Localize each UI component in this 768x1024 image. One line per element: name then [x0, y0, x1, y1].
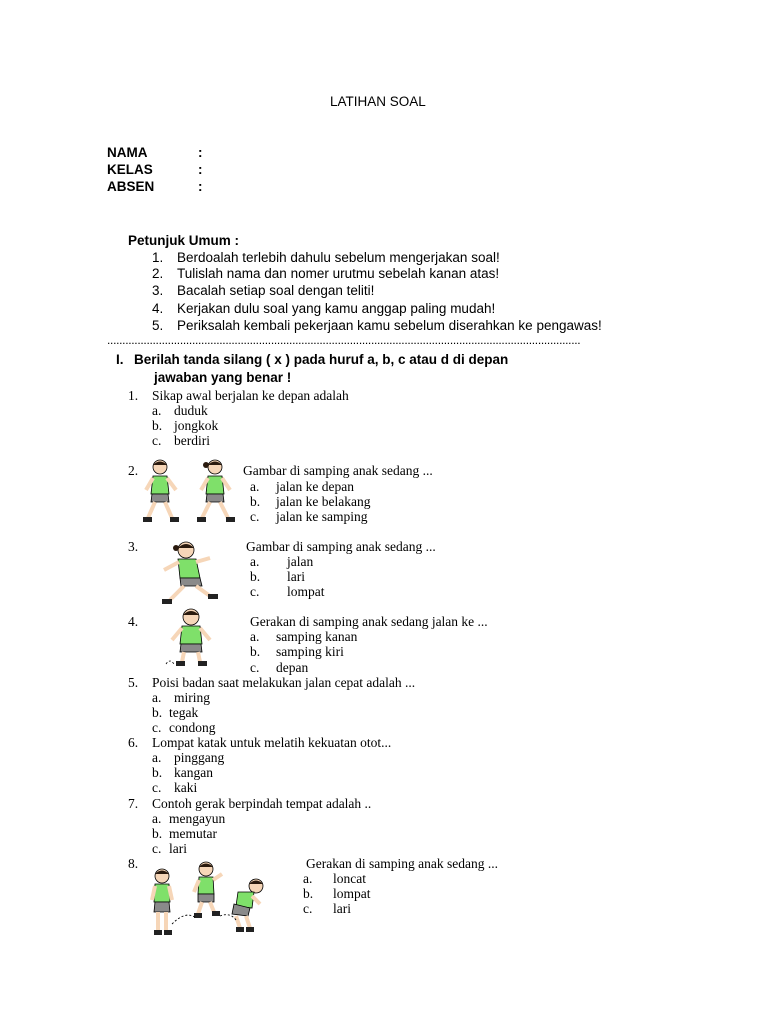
option-letter: c.: [250, 584, 260, 599]
running-child-illustration: [156, 540, 228, 608]
question-number: 7.: [128, 796, 139, 811]
question-number: 1.: [128, 388, 139, 403]
instruction-text: Periksalah kembali pekerjaan kamu sebelum diserahkan ke pengawas!: [177, 318, 602, 333]
option-text: tegak: [169, 705, 199, 720]
option-letter: c.: [303, 901, 313, 916]
jumping-children-illustration: [146, 860, 270, 940]
instruction-text: Bacalah setiap soal dengan teliti!: [177, 283, 375, 298]
option-letter: b.: [303, 886, 314, 901]
instruction-num: 3.: [152, 283, 164, 298]
option-letter: b.: [152, 705, 163, 720]
question-text: Gambar di samping anak sedang ...: [243, 463, 433, 478]
option-text: jalan ke depan: [276, 479, 354, 494]
option-text: lompat: [333, 886, 371, 901]
instruction-text: Kerjakan dulu soal yang kamu anggap paling mudah!: [177, 301, 496, 316]
option-text: lari: [169, 841, 187, 856]
question-number: 5.: [128, 675, 139, 690]
option-text: kangan: [174, 765, 213, 780]
option-text: pinggang: [174, 750, 225, 765]
option-letter: c.: [250, 660, 260, 675]
option-text: jongkok: [174, 418, 219, 433]
kelas-colon: :: [198, 162, 203, 177]
option-letter: a.: [250, 479, 260, 494]
instruction-num: 5.: [152, 318, 164, 333]
option-letter: b.: [152, 418, 163, 433]
instruction-num: 1.: [152, 250, 164, 265]
instruction-num: 2.: [152, 266, 164, 281]
option-letter: c.: [152, 780, 162, 795]
nama-colon: :: [198, 145, 203, 160]
question-number: 3.: [128, 539, 139, 554]
option-text: jalan ke samping: [276, 509, 368, 524]
option-letter: b.: [250, 644, 261, 659]
option-text: mengayun: [169, 811, 226, 826]
question-text: Lompat katak untuk melatih kekuatan otot...: [152, 735, 392, 750]
option-letter: a.: [303, 871, 313, 886]
option-letter: a.: [152, 811, 162, 826]
option-letter: c.: [152, 841, 162, 856]
option-letter: a.: [250, 554, 260, 569]
instruction-text: Berdoalah terlebih dahulu sebelum mengerjakan soal!: [177, 250, 500, 265]
question-number: 6.: [128, 735, 139, 750]
nama-label: NAMA: [107, 145, 148, 160]
option-text: samping kiri: [276, 644, 344, 659]
option-letter: a.: [152, 750, 162, 765]
option-text: miring: [174, 690, 210, 705]
option-text: lompat: [287, 584, 325, 599]
instructions-heading: Petunjuk Umum :: [128, 233, 240, 248]
instruction-text: Tulislah nama dan nomer urutmu sebelah kanan atas!: [177, 266, 500, 281]
question-text: Poisi badan saat melakukan jalan cepat adalah ...: [152, 675, 416, 690]
option-text: berdiri: [174, 433, 210, 448]
option-text: depan: [276, 660, 309, 675]
option-text: lari: [287, 569, 305, 584]
option-text: kaki: [174, 780, 198, 795]
question-text: Contoh gerak berpindah tempat adalah ..: [152, 796, 372, 811]
option-letter: b.: [250, 494, 261, 509]
instruction-num: 4.: [152, 301, 164, 316]
option-text: jalan: [287, 554, 314, 569]
question-text: Gerakan di samping anak sedang ...: [306, 856, 498, 871]
section-instruction-line1: Berilah tanda silang ( x ) pada huruf a, b, c atau d di depan: [134, 352, 509, 367]
option-letter: c.: [250, 509, 260, 524]
section-number: I.: [116, 352, 124, 367]
page-title: LATIHAN SOAL: [330, 94, 426, 109]
absen-colon: :: [198, 179, 203, 194]
question-number: 2.: [128, 463, 139, 478]
option-text: memutar: [169, 826, 217, 841]
question-text: Gerakan di samping anak sedang jalan ke ...: [250, 614, 488, 629]
option-text: condong: [169, 720, 216, 735]
kelas-label: KELAS: [107, 162, 153, 177]
question-number: 4.: [128, 614, 139, 629]
question-number: 8.: [128, 856, 139, 871]
option-text: samping kanan: [276, 629, 358, 644]
section-instruction-line2: jawaban yang benar !: [154, 370, 292, 385]
option-letter: a.: [250, 629, 260, 644]
walking-children-illustration: [138, 458, 244, 526]
option-letter: b.: [250, 569, 261, 584]
absen-label: ABSEN: [107, 179, 155, 194]
option-letter: b.: [152, 826, 163, 841]
option-letter: a.: [152, 690, 162, 705]
side-stepping-child-illustration: [162, 608, 220, 668]
option-letter: a.: [152, 403, 162, 418]
option-letter: c.: [152, 720, 162, 735]
option-text: duduk: [174, 403, 208, 418]
option-text: loncat: [333, 871, 366, 886]
option-letter: c.: [152, 433, 162, 448]
question-text: Gambar di samping anak sedang ...: [246, 539, 436, 554]
question-text: Sikap awal berjalan ke depan adalah: [152, 388, 349, 403]
dotted-separator: ............................................................................................................................................................: [107, 333, 581, 347]
option-text: lari: [333, 901, 351, 916]
option-text: jalan ke belakang: [276, 494, 371, 509]
option-letter: b.: [152, 765, 163, 780]
